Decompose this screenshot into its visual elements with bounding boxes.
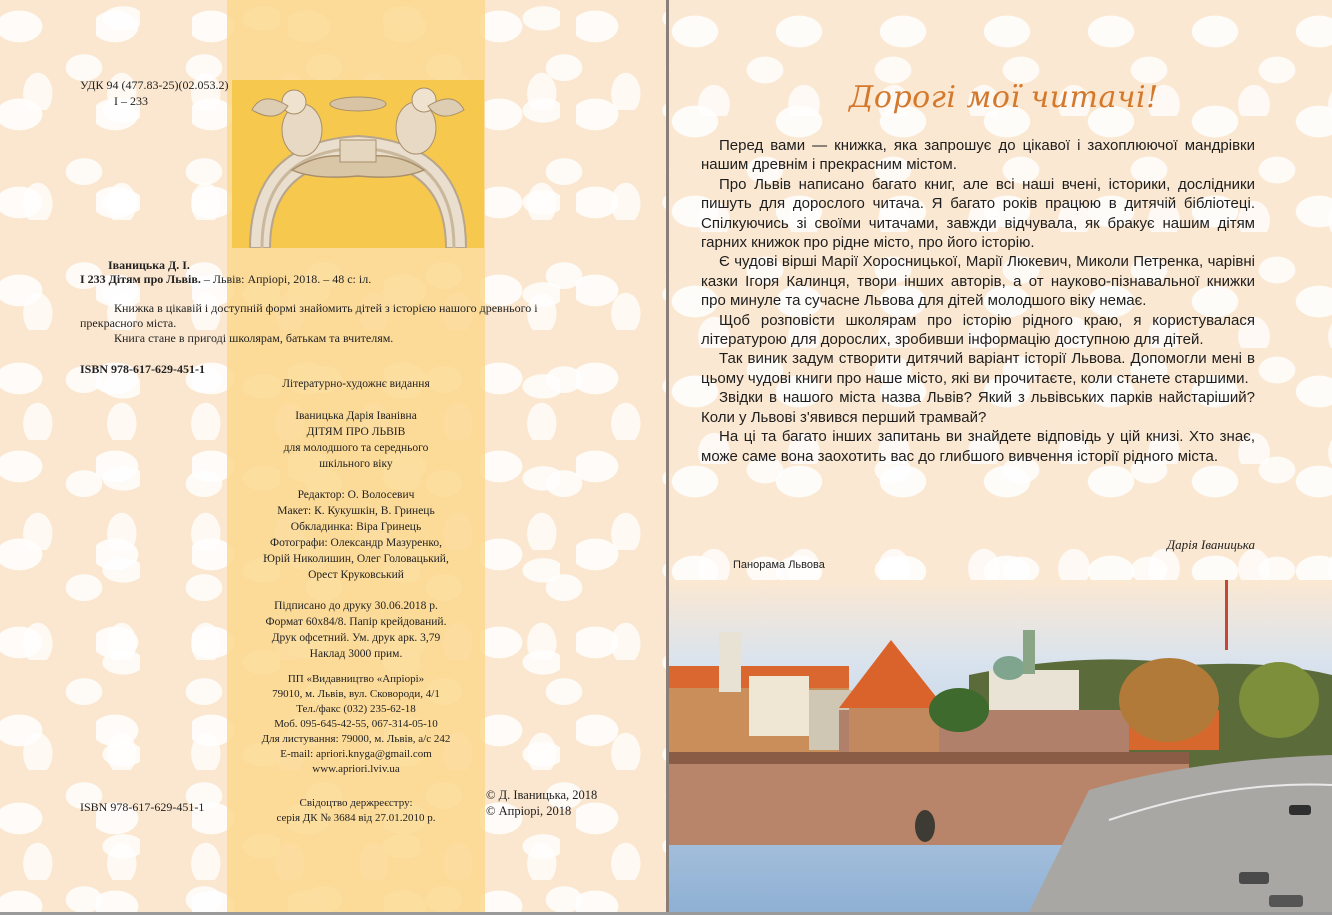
print-info-block xyxy=(227,598,485,662)
publisher-line: Тел./факс (032) 235-62-18 xyxy=(296,703,416,715)
publisher-block xyxy=(227,672,485,777)
udk-code: УДК 94 (477.83-25)(02.053.2) xyxy=(80,78,229,92)
author-full: Іваницька Дарія Іванівна xyxy=(295,410,417,422)
copyright-line: © Д. Іваницька, 2018 xyxy=(486,788,598,802)
paragraph: Звідки в нашого міста назва Львів? Який з львівських парків найстаріший? Коли у Львові з'явився перший трамвай? xyxy=(701,389,1255,426)
publisher-line: ПП «Видавництво «Апріорі» xyxy=(287,673,425,685)
bbk-code: І – 233 xyxy=(114,94,148,108)
credit-line: Юрій Николишин, Олег Головацький, xyxy=(263,553,449,565)
author-short: Іваницька Д. І. xyxy=(108,258,190,272)
author-signature: Дарія Іваницька xyxy=(1166,537,1255,552)
publisher-line: Моб. 095-645-42-55, 067-314-05-10 xyxy=(274,718,438,730)
credit-line: Редактор: О. Волосевич xyxy=(297,489,415,501)
lviv-panorama-photo xyxy=(669,580,1332,912)
credit-line: Обкладинка: Віра Гринець xyxy=(290,521,422,533)
publisher-line: Для листування: 79000, м. Львів, а/с 242 xyxy=(261,733,451,745)
credits-block xyxy=(227,487,485,583)
publisher-line: E-mail: apriori.knyga@gmail.com xyxy=(280,748,432,760)
paragraph: Так виник задум створити дитячий варіант історії Львова. Допомогли мені в цьому чудові книги про наше місто, які ви прочитаєте, коли станете старшими. xyxy=(701,350,1255,387)
registry-line: Свідоцтво держреєстру: xyxy=(299,797,413,809)
annotation-2: Книга стане в пригоді школярам, батькам та вчителям. xyxy=(114,331,394,345)
isbn-top: ISBN 978-617-629-451-1 xyxy=(80,362,205,376)
intro-text xyxy=(701,136,1255,466)
paragraph: Перед вами — книжка, яка запрошує до цікавої і захоплюючої мандрівки нашим древнім і прекрасним містом. xyxy=(701,137,1255,174)
copyright-block xyxy=(486,787,597,819)
right-page xyxy=(669,0,1332,912)
paragraph: Щоб розповісти школярам про історію рідного краю, я користувалася літературою для дорослих, зробивши інформацію доступною для дітей. xyxy=(701,311,1255,349)
publisher-line: www.apriori.lviv.ua xyxy=(312,763,400,775)
paragraph: Є чудові вірші Марії Хоросницької, Марії Люкевич, Миколи Петренка, чарівні казки Ігоря Калинця, твори інших авторів, а от науково-пізнавальної книжки про минуле та сучасне Львова для дітей молодшого віку немає. xyxy=(701,253,1255,310)
panorama-caption: Панорама Львова xyxy=(733,559,825,571)
credit-line: Фотографи: Олександр Мазуренко, xyxy=(269,537,442,549)
page-heading: Дорогі мої читачі! xyxy=(849,80,1159,115)
catalog-code-title: І 233 Дітям про Львів. xyxy=(80,272,201,286)
registry-line: серія ДК № 3684 від 27.01.2010 р. xyxy=(276,812,436,824)
imprint: – Львів: Апріорі, 2018. – 48 с: іл. xyxy=(200,272,372,286)
edition-type: Літературно-художнє видання xyxy=(282,378,430,390)
print-info-line: Підписано до друку 30.06.2018 р. xyxy=(274,600,438,612)
subtitle-line-2: шкільного віку xyxy=(319,458,393,470)
paragraph: Про Львів написано багато книг, але всі наші вчені, історики, дослідники пишуть для дорослого читача. Я багато років працюю в дитячій бібліотеці. Спілкуючись зі своїми читачами, завжди відчувала, як бракує нашим дітям гарних книжок про рідне місто, про його історію. xyxy=(701,175,1255,252)
left-page xyxy=(0,0,666,912)
paragraph: На ці та багато інших запитань ви знайдете відповідь у цій книзі. Хто знає, може саме вона заохотить вас до глибшого вивчення історії рідного міста. xyxy=(701,428,1255,465)
print-info-line: Друк офсетний. Ум. друк арк. 3,79 xyxy=(271,632,441,644)
print-info-line: Наклад 3000 прим. xyxy=(309,648,403,660)
annotation-1: Книжка в цікавій і доступній формі знайомить дітей з історією нашого древнього і прекрасного міста. xyxy=(80,301,538,330)
subtitle-line-1: для молодшого та середнього xyxy=(283,442,429,454)
book-title-caps: ДІТЯМ ПРО ЛЬВІВ xyxy=(306,426,406,438)
publisher-line: 79010, м. Львів, вул. Сковороди, 4/1 xyxy=(272,688,440,700)
registry-block xyxy=(227,796,485,826)
print-info-line: Формат 60x84/8. Папір крейдований. xyxy=(265,616,447,628)
credit-line: Орест Круковський xyxy=(308,569,404,581)
angels-sculpture-photo xyxy=(232,80,484,248)
copyright-line: © Апріорі, 2018 xyxy=(486,804,572,818)
isbn-bottom: ISBN 978-617-629-451-1 xyxy=(80,800,205,814)
credit-line: Макет: К. Кукушкін, В. Гринець xyxy=(277,505,435,517)
